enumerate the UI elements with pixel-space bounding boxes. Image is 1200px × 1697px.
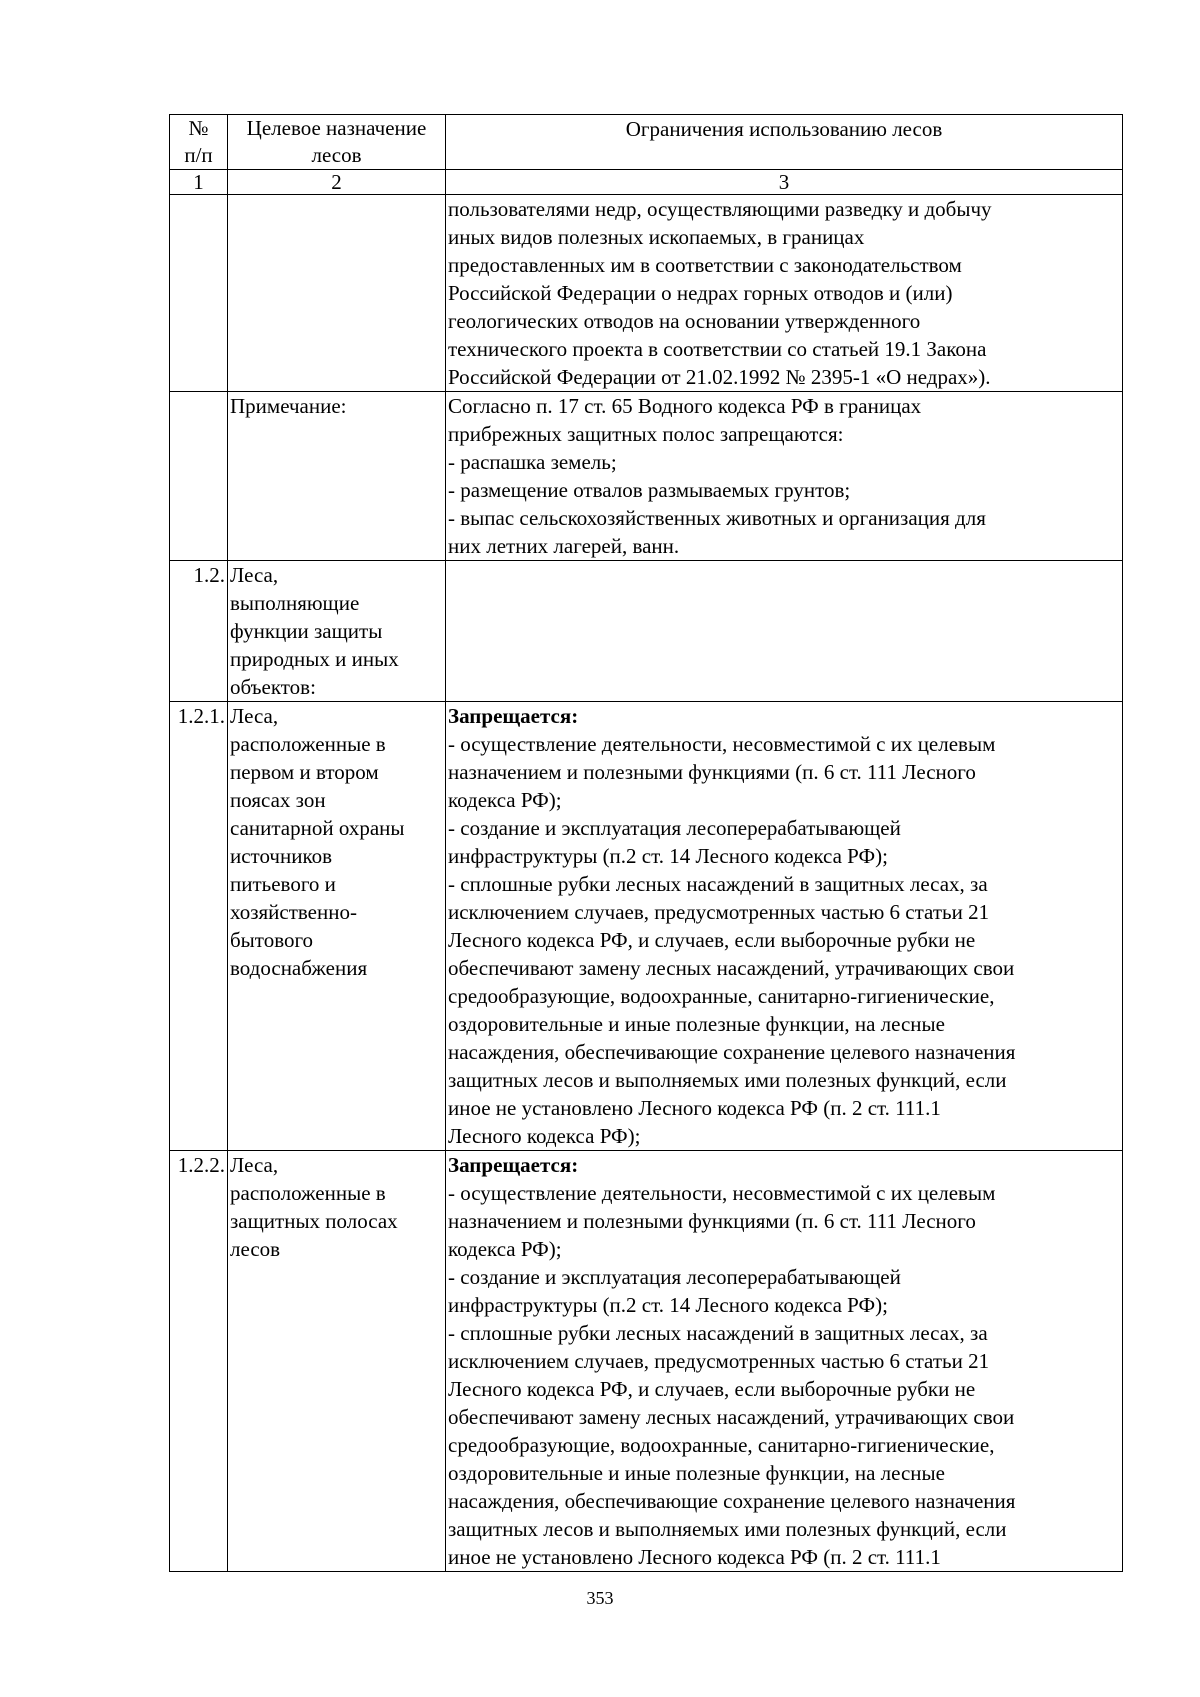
restrictions-line: обеспечивают замену лесных насаждений, утрачивающих свои <box>448 956 1015 980</box>
header-restrictions-label: Ограничения использованию лесов <box>625 117 943 141</box>
restrictions-line: геологических отводов на основании утвержденного <box>448 309 921 333</box>
restrictions-line: назначением и полезными функциями (п. 6 ст. 111 Лесного <box>448 760 976 784</box>
header-purpose-label-line: Целевое назначение <box>246 116 427 140</box>
restrictions-line: кодекса РФ); <box>448 788 562 812</box>
purpose-line: природных и иных <box>230 647 399 671</box>
restrictions-line: Лесного кодекса РФ, и случаев, если выборочные рубки не <box>448 928 976 952</box>
header-number-label-line: п/п <box>184 143 213 167</box>
restrictions-line: оздоровительные и иные полезные функции, на лесные <box>448 1012 945 1036</box>
restrictions-line: - создание и эксплуатация лесоперерабатывающей <box>448 816 901 840</box>
purpose-line: источников <box>230 844 333 868</box>
purpose-line: водоснабжения <box>230 956 368 980</box>
restrictions-line: назначением и полезными функциями (п. 6 ст. 111 Лесного <box>448 1209 976 1233</box>
restrictions-line: Российской Федерации о недрах горных отводов и (или) <box>448 281 953 305</box>
restrictions-line: исключением случаев, предусмотренных частью 6 статьи 21 <box>448 900 990 924</box>
column-number: 2 <box>228 170 446 195</box>
restrictions-cell <box>446 195 1123 392</box>
restrictions-line: иных видов полезных ископаемых, в границах <box>448 225 865 249</box>
purpose-cell <box>228 1151 446 1572</box>
restrictions-line: иное не установлено Лесного кодекса РФ (п. 2 ст. 111.1 <box>448 1096 941 1120</box>
row-number-cell: 1.2. <box>170 561 228 702</box>
restrictions-line: защитных лесов и выполняемых ими полезных функций, если <box>448 1068 1007 1092</box>
forest-restrictions-table <box>169 114 1123 1572</box>
header-restrictions-cell <box>446 115 1123 170</box>
restrictions-line: Согласно п. 17 ст. 65 Водного кодекса РФ в границах <box>448 394 922 418</box>
restrictions-line: насаждения, обеспечивающие сохранение целевого назначения <box>448 1489 1016 1513</box>
table-header-row <box>170 115 1123 170</box>
purpose-line: поясах зон <box>230 788 326 812</box>
restrictions-line: - выпас сельскохозяйственных животных и организация для <box>448 506 986 530</box>
restrictions-line: - создание и эксплуатация лесоперерабатывающей <box>448 1265 901 1289</box>
header-purpose-label-line: лесов <box>311 143 362 167</box>
purpose-line: лесов <box>230 1237 281 1261</box>
restrictions-line: средообразующие, водоохранные, санитарно-гигиенические, <box>448 1433 995 1457</box>
header-purpose-cell <box>228 115 446 170</box>
table-body <box>170 115 1123 1572</box>
restrictions-line: защитных лесов и выполняемых ими полезных функций, если <box>448 1517 1007 1541</box>
purpose-line: Леса, <box>230 563 279 587</box>
purpose-line: питьевого и <box>230 872 336 896</box>
purpose-line: Леса, <box>230 704 279 728</box>
restrictions-line: пользователями недр, осуществляющими разведку и добычу <box>448 197 992 221</box>
table-row <box>170 702 1123 1151</box>
table-row <box>170 195 1123 392</box>
column-numbers-row <box>170 170 1123 195</box>
restrictions-line: Российской Федерации от 21.02.1992 № 2395-1 «О недрах»). <box>448 365 991 389</box>
restrictions-line: них летних лагерей, ванн. <box>448 534 680 558</box>
restrictions-line: - осуществление деятельности, несовместимой с их целевым <box>448 1181 996 1205</box>
restrictions-line: Лесного кодекса РФ); <box>448 1124 641 1148</box>
table-row <box>170 561 1123 702</box>
purpose-cell <box>228 561 446 702</box>
restrictions-line: предоставленных им в соответствии с законодательством <box>448 253 962 277</box>
purpose-line: санитарной охраны <box>230 816 405 840</box>
restrictions-heading: Запрещается: <box>448 704 579 728</box>
purpose-line: выполняющие <box>230 591 360 615</box>
purpose-line: расположенные в <box>230 1181 386 1205</box>
restrictions-cell <box>446 1151 1123 1572</box>
header-number-cell <box>170 115 228 170</box>
page-number: 353 <box>586 1588 614 1608</box>
restrictions-cell <box>446 561 1123 702</box>
table-row <box>170 392 1123 561</box>
restrictions-line: инфраструктуры (п.2 ст. 14 Лесного кодекса РФ); <box>448 1293 888 1317</box>
restrictions-line: технического проекта в соответствии со статьей 19.1 Закона <box>448 337 987 361</box>
restrictions-line: обеспечивают замену лесных насаждений, утрачивающих свои <box>448 1405 1015 1429</box>
purpose-line: объектов: <box>230 675 316 699</box>
row-number-cell: 1.2.1. <box>170 702 228 1151</box>
purpose-line: защитных полосах <box>230 1209 398 1233</box>
purpose-cell <box>228 195 446 392</box>
restrictions-line: оздоровительные и иные полезные функции, на лесные <box>448 1461 945 1485</box>
restrictions-cell <box>446 392 1123 561</box>
column-number: 3 <box>446 170 1123 195</box>
row-number-cell <box>170 195 228 392</box>
restrictions-line: - распашка земель; <box>448 450 617 474</box>
restrictions-line: средообразующие, водоохранные, санитарно-гигиенические, <box>448 984 995 1008</box>
purpose-line: Примечание: <box>230 394 347 418</box>
purpose-line: Леса, <box>230 1153 279 1177</box>
column-number: 1 <box>170 170 228 195</box>
purpose-line: бытового <box>230 928 314 952</box>
restrictions-heading: Запрещается: <box>448 1153 579 1177</box>
header-number-label-line: № <box>188 116 209 140</box>
restrictions-line: - сплошные рубки лесных насаждений в защитных лесах, за <box>448 1321 988 1345</box>
table-row <box>170 1151 1123 1572</box>
purpose-line: функции защиты <box>230 619 383 643</box>
restrictions-line: насаждения, обеспечивающие сохранение целевого назначения <box>448 1040 1016 1064</box>
restrictions-line: - размещение отвалов размываемых грунтов; <box>448 478 851 502</box>
restrictions-line: инфраструктуры (п.2 ст. 14 Лесного кодекса РФ); <box>448 844 888 868</box>
purpose-line: первом и втором <box>230 760 379 784</box>
restrictions-line: Лесного кодекса РФ, и случаев, если выборочные рубки не <box>448 1377 976 1401</box>
purpose-cell <box>228 702 446 1151</box>
purpose-line: расположенные в <box>230 732 386 756</box>
purpose-line: хозяйственно- <box>230 900 357 924</box>
restrictions-line: исключением случаев, предусмотренных частью 6 статьи 21 <box>448 1349 990 1373</box>
row-number-cell <box>170 392 228 561</box>
restrictions-cell <box>446 702 1123 1151</box>
restrictions-line: кодекса РФ); <box>448 1237 562 1261</box>
row-number-cell: 1.2.2. <box>170 1151 228 1572</box>
purpose-cell <box>228 392 446 561</box>
restrictions-line: иное не установлено Лесного кодекса РФ (п. 2 ст. 111.1 <box>448 1545 941 1569</box>
restrictions-line: - осуществление деятельности, несовместимой с их целевым <box>448 732 996 756</box>
restrictions-line: - сплошные рубки лесных насаждений в защитных лесах, за <box>448 872 988 896</box>
restrictions-line: прибрежных защитных полос запрещаются: <box>448 422 844 446</box>
